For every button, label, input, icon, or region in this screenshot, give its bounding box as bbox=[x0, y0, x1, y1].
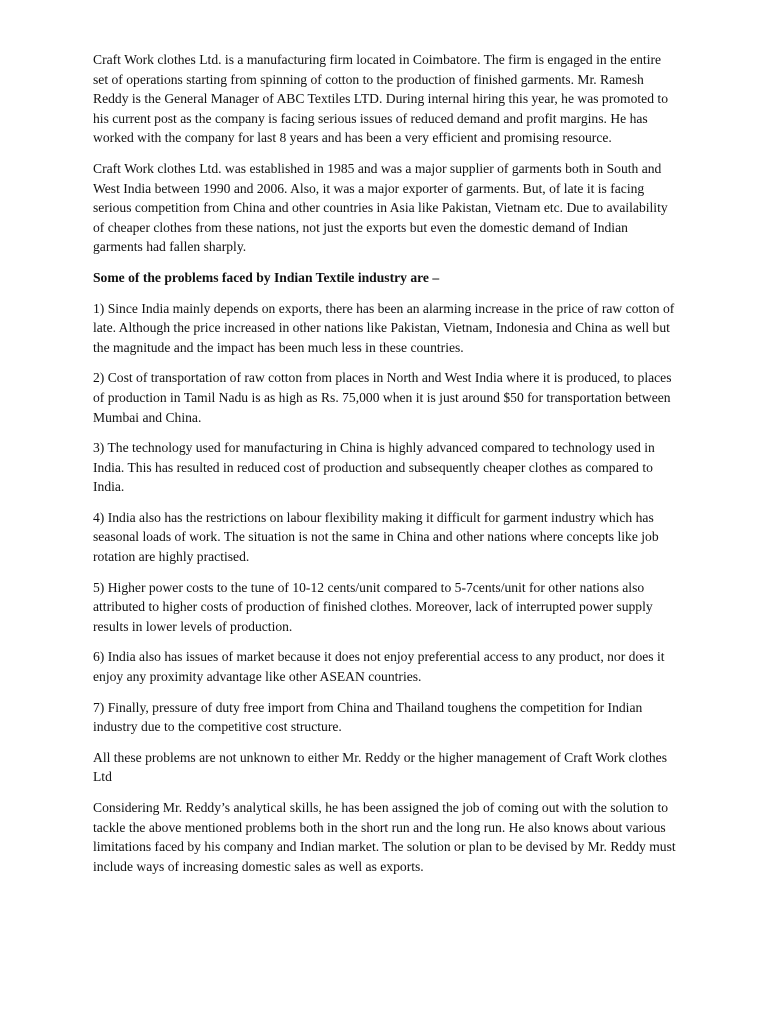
problems-heading: Some of the problems faced by Indian Textile industry are – bbox=[93, 269, 440, 285]
document-body bbox=[93, 50, 679, 887]
problem-item-1: 1) Since India mainly depends on exports, there has been an alarming increase in the price of raw cotton of late. Although the price increased in other nations like Pakistan, Vietnam, Indonesia and China as well but the magnitude and the impact has been much less in these countries. bbox=[93, 300, 675, 355]
summary-paragraph: All these problems are not unknown to either Mr. Reddy or the higher management of Craft Work clothes Ltd bbox=[93, 749, 667, 785]
problem-item-3: 3) The technology used for manufacturing in China is highly advanced compared to technology used in India. This has resulted in reduced cost of production and subsequently cheaper clothes as compared to India. bbox=[93, 440, 655, 495]
assignment-paragraph: Considering Mr. Reddy’s analytical skills, he has been assigned the job of coming out with the solution to tackle the above mentioned problems both in the short run and the long run. He also knows about various limitations faced by his company and Indian market. The solution or plan to be devised by Mr. Reddy must include ways of increasing domestic sales as well as exports. bbox=[93, 800, 676, 874]
problem-item-2: 2) Cost of transportation of raw cotton from places in North and West India where it is produced, to places of production in Tamil Nadu is as high as Rs. 75,000 when it is just around $50 for transportation between Mumbai and China. bbox=[93, 370, 672, 425]
problem-item-6: 6) India also has issues of market because it does not enjoy preferential access to any product, nor does it enjoy any proximity advantage like other ASEAN countries. bbox=[93, 649, 665, 685]
background-paragraph: Craft Work clothes Ltd. was established in 1985 and was a major supplier of garments both in South and West India between 1990 and 2006. Also, it was a major exporter of garments. But, of late it is facing serious competition from China and other countries in Asia like Pakistan, Vietnam etc. Due to availability of cheaper clothes from these nations, not just the exports but even the domestic demand of Indian garments had fallen sharply. bbox=[93, 160, 668, 255]
intro-paragraph: Craft Work clothes Ltd. is a manufacturing firm located in Coimbatore. The firm is engaged in the entire set of operations starting from spinning of cotton to the production of finished garments. Mr. Ramesh Reddy is the General Manager of ABC Textiles LTD. During internal hiring this year, he was promoted to his current post as the company is facing serious issues of reduced demand and profit margins. He has worked with the company for last 8 years and has been a very efficient and promising resource. bbox=[93, 52, 668, 146]
problem-item-5: 5) Higher power costs to the tune of 10-12 cents/unit compared to 5-7cents/unit for other nations also attributed to higher costs of production of finished clothes. Moreover, lack of interrupted power supply results in lower levels of production. bbox=[93, 579, 653, 634]
problem-item-4: 4) India also has the restrictions on labour flexibility making it difficult for garment industry which has seasonal loads of work. The situation is not the same in China and other nations where concepts like job rotation are highly practised. bbox=[93, 509, 659, 565]
problem-item-7: 7) Finally, pressure of duty free import from China and Thailand toughens the competition for Indian industry due to the competitive cost structure. bbox=[93, 699, 643, 735]
